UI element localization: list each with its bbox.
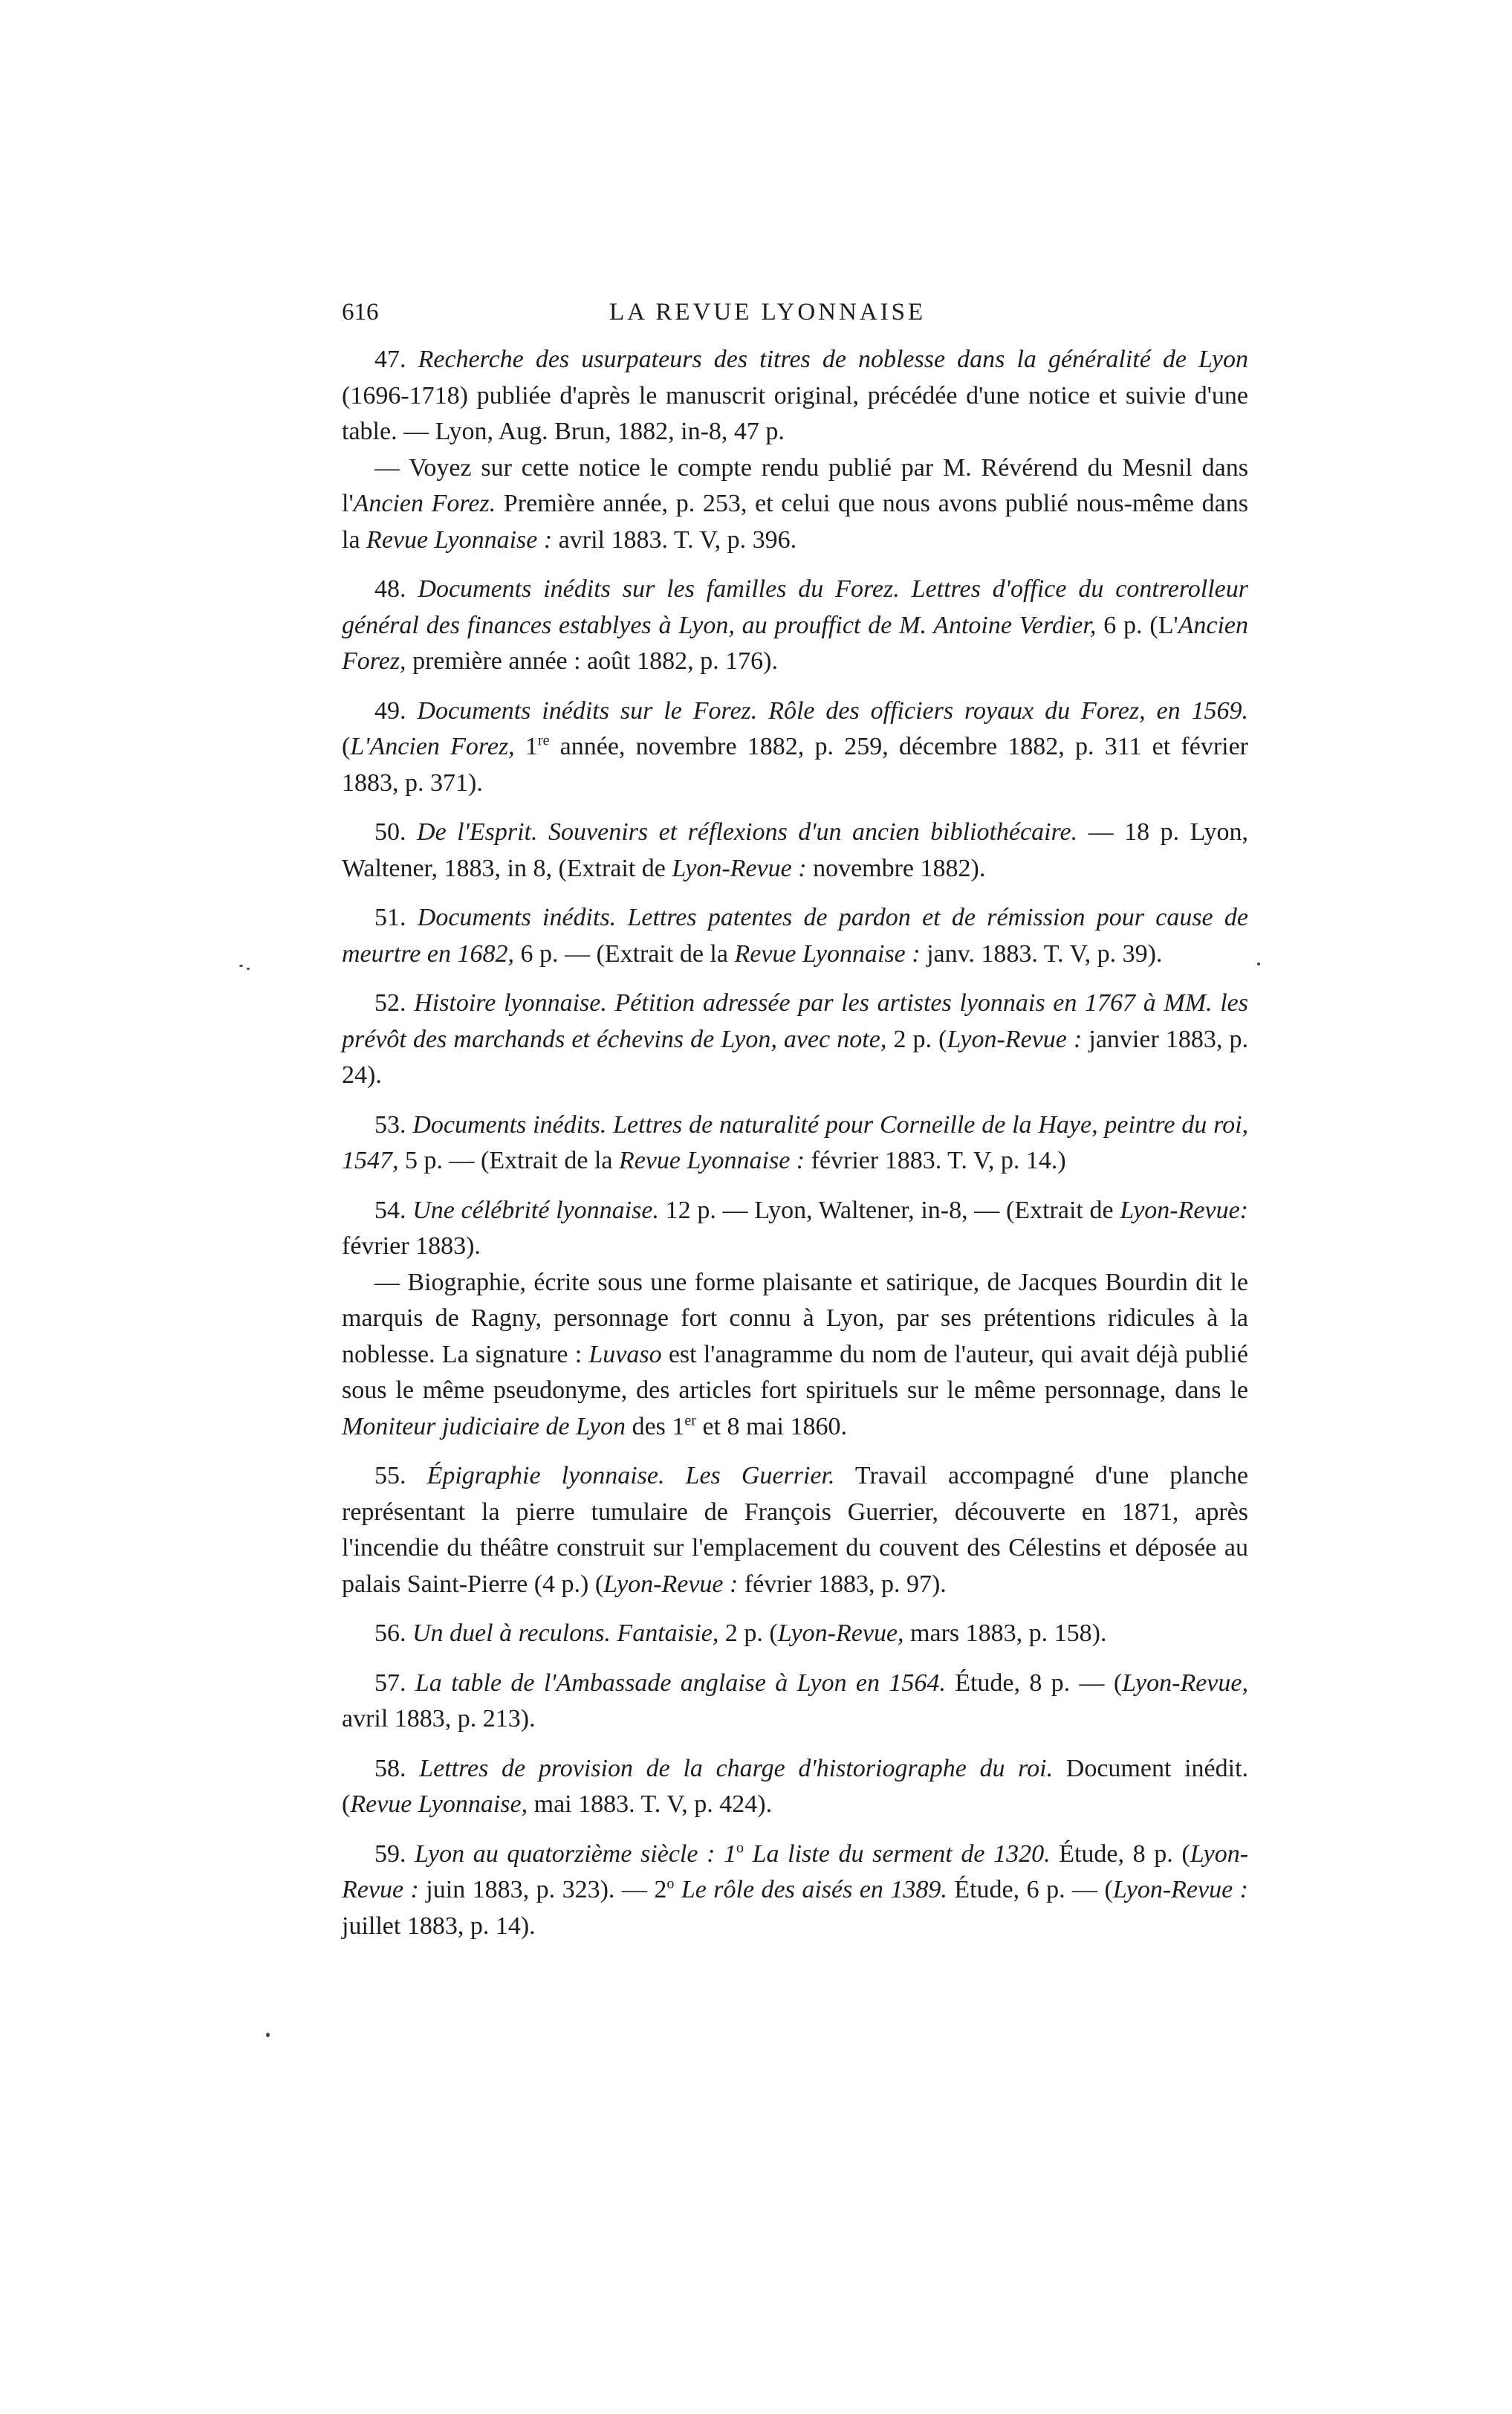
- superscript: re: [537, 732, 550, 749]
- entry-source: Revue Lyonnaise :: [734, 939, 921, 968]
- entry-number: 59.: [374, 1839, 406, 1868]
- entry-details: 6 p. — (Extrait de la: [513, 939, 735, 968]
- entry-title: Recherche des usurpateurs des titres de noblesse dans la généralité de Lyon: [418, 346, 1249, 373]
- ink-speck: [247, 968, 250, 970]
- entry-details: (: [342, 733, 351, 760]
- ink-speck: [239, 965, 243, 967]
- entry-number: 53.: [374, 1110, 406, 1139]
- note-text: avril 1883. T. V, p. 396.: [552, 525, 797, 554]
- entry-details: 1: [514, 733, 538, 760]
- entry-source: Lyon-Revue :: [1112, 1876, 1248, 1903]
- entry-details: février 1883, p. 97).: [738, 1570, 947, 1598]
- note-italic: Revue Lyonnaise :: [366, 525, 553, 554]
- entry-details: 12 p. — Lyon, Waltener, in-8, — (Extrait de: [658, 1196, 1120, 1224]
- entry-number: 49.: [374, 696, 406, 725]
- entry-title: Documents inédits sur les familles du Forez. Lettres d'office du contrerolleur général des finances establyes à Lyon, au prouffict de M. Antoine Verdier,: [342, 575, 1249, 639]
- entry-title: Le rôle des aisés en 1389.: [674, 1876, 947, 1903]
- entry-title: De l'Esprit. Souvenirs et réflexions d'un ancien bibliothécaire.: [417, 818, 1078, 846]
- entry-source: Revue Lyonnaise,: [350, 1790, 528, 1818]
- page-number: 616: [342, 299, 379, 326]
- entry-details: juillet 1883, p. 14).: [342, 1912, 536, 1940]
- entry-source: Lyon-Revue,: [777, 1619, 904, 1647]
- ink-speck: [266, 2033, 270, 2037]
- entry-details: première année : août 1882, p. 176).: [406, 647, 778, 675]
- entry-source: Lyon-Revue,: [1122, 1669, 1248, 1697]
- ink-speck: [1257, 962, 1260, 965]
- entry-details: mai 1883. T. V, p. 424).: [528, 1790, 773, 1818]
- running-title: LA REVUE LYONNAISE: [609, 299, 927, 326]
- entry-53: [342, 1107, 1248, 1180]
- entry-51: [342, 900, 1248, 972]
- entry-source: L'Ancien Forez,: [350, 733, 515, 760]
- entry-title: Une célébrité lyonnaise.: [412, 1196, 659, 1224]
- note-text: et 8 mai 1860.: [695, 1412, 847, 1440]
- entry-59: [342, 1837, 1248, 1945]
- entry-details: avril 1883, p. 213).: [342, 1705, 536, 1732]
- note-italic: Ancien Forez.: [353, 490, 496, 517]
- superscript: o: [736, 1839, 744, 1857]
- superscript: er: [684, 1412, 696, 1429]
- entry-title: Documents inédits. Lettres de naturalité pour Corneille de la Haye, peintre du roi, 1547,: [342, 1110, 1249, 1174]
- note-47: [342, 450, 1248, 559]
- entry-source: Lyon-Revue :: [947, 1025, 1083, 1053]
- entry-title: La liste du serment de 1320.: [744, 1839, 1051, 1868]
- entry-56: [342, 1616, 1248, 1652]
- entry-details: janv. 1883. T. V, p. 39).: [920, 939, 1163, 968]
- entry-57: [342, 1666, 1248, 1738]
- entry-title: La table de l'Ambassade anglaise à Lyon en 1564.: [415, 1669, 946, 1697]
- entry-title: Lettres de provision de la charge d'historiographe du roi.: [419, 1754, 1054, 1782]
- entry-50: [342, 815, 1248, 887]
- entry-details: février 1883. T. V, p. 14.): [805, 1147, 1066, 1174]
- entry-58: [342, 1751, 1248, 1823]
- entry-details: Étude, 8 p. — (: [945, 1669, 1123, 1697]
- bibliography-list: [342, 342, 1248, 1958]
- entry-number: 58.: [374, 1754, 406, 1782]
- note-text: Première année, p. 253, et celui que nous avons publié nous-même dans la: [342, 490, 1248, 554]
- entry-number: 47.: [374, 346, 406, 373]
- entry-47: [342, 342, 1248, 450]
- entry-source: Revue Lyonnaise :: [618, 1147, 805, 1174]
- entry-details: 2 p. (: [718, 1619, 778, 1647]
- page-header: [342, 299, 1248, 336]
- entry-55: [342, 1458, 1248, 1602]
- superscript: o: [666, 1875, 675, 1892]
- note-italic: Moniteur judiciaire de Lyon: [342, 1412, 626, 1440]
- entry-details: novembre 1882).: [806, 854, 986, 882]
- entry-source: Lyon-Revue :: [672, 854, 807, 882]
- entry-details: 5 p. — (Extrait de la: [398, 1147, 619, 1174]
- entry-title: Lyon au quatorzième siècle : 1: [415, 1839, 737, 1868]
- entry-details: février 1883).: [342, 1232, 481, 1260]
- entry-details: (1696-1718) publiée d'après le manuscrit original, précédée d'une notice et suivie d'une table. — Lyon, Aug. Brun, 1882, in-8, 47 p.: [342, 381, 1248, 445]
- entry-number: 55.: [374, 1462, 406, 1489]
- entry-title: Un duel à reculons. Fantaisie,: [412, 1619, 719, 1647]
- entry-title: Épigraphie lyonnaise. Les Guerrier.: [426, 1462, 835, 1489]
- entry-52: [342, 986, 1248, 1094]
- note-text: — Biographie, écrite sous une forme plaisante et satirique, de Jacques Bourdin dit le marquis de Ragny, personnage fort connu à Lyon, par ses prétentions ridicules à la noblesse. La signature :: [342, 1268, 1248, 1368]
- entry-details: année, novembre 1882, p. 259, décembre 1882, p. 311 et février 1883, p. 371).: [342, 733, 1249, 797]
- entry-number: 51.: [374, 904, 406, 931]
- entry-source: Lyon-Revue :: [603, 1570, 739, 1598]
- entry-details: — 18 p. Lyon, Waltener, 1883, in 8, (Extrait de: [342, 818, 1249, 882]
- entry-number: 52.: [374, 989, 406, 1017]
- note-54: [342, 1265, 1248, 1446]
- entry-54: [342, 1193, 1248, 1265]
- entry-details: Travail accompagné d'une planche représentant la pierre tumulaire de François Guerrier, découverte en 1871, après l'incendie du théâtre construit sur l'emplacement du couvent des Célestins et déposée au palais Saint-Pierre (4 p.) (: [342, 1462, 1248, 1598]
- entry-number: 54.: [374, 1196, 406, 1224]
- entry-number: 56.: [374, 1619, 406, 1647]
- entry-details: Document inédit. (: [342, 1754, 1249, 1818]
- entry-details: Étude, 8 p. (: [1050, 1839, 1190, 1868]
- entry-number: 48.: [374, 575, 406, 603]
- entry-49: [342, 693, 1248, 802]
- entry-source: Lyon-Revue:: [1120, 1196, 1248, 1224]
- entry-details: juin 1883, p. 323). — 2: [418, 1876, 667, 1903]
- note-text: des 1: [626, 1412, 685, 1440]
- entry-source: Ancien Forez,: [342, 611, 1248, 675]
- note-text: est l'anagramme du nom de l'auteur, qui avait déjà publié sous le même pseudonyme, des articles fort spirituels sur le même personnage, dans le: [342, 1340, 1249, 1404]
- entry-details: 2 p. (: [886, 1025, 947, 1053]
- entry-number: 57.: [374, 1669, 406, 1697]
- entry-details: Étude, 6 p. — (: [947, 1876, 1113, 1903]
- entry-details: janvier 1883, p. 24).: [342, 1025, 1248, 1089]
- note-italic: Luvaso: [588, 1340, 662, 1368]
- entry-title: Histoire lyonnaise. Pétition adressée par les artistes lyonnais en 1767 à MM. les prévôt des marchands et échevins de Lyon, avec note,: [342, 989, 1249, 1053]
- entry-title: Documents inédits sur le Forez. Rôle des officiers royaux du Forez, en 1569.: [417, 696, 1248, 725]
- entry-details: mars 1883, p. 158).: [903, 1619, 1107, 1647]
- note-text: — Voyez sur cette notice le compte rendu publié par M. Révérend du Mesnil dans l': [342, 453, 1248, 517]
- entry-48: [342, 572, 1248, 680]
- entry-number: 50.: [374, 818, 406, 846]
- entry-details: 6 p. (L': [1096, 611, 1178, 639]
- entry-source: Lyon-Revue :: [342, 1839, 1249, 1903]
- entry-title: Documents inédits. Lettres patentes de pardon et de rémission pour cause de meurtre en 1682,: [342, 904, 1249, 968]
